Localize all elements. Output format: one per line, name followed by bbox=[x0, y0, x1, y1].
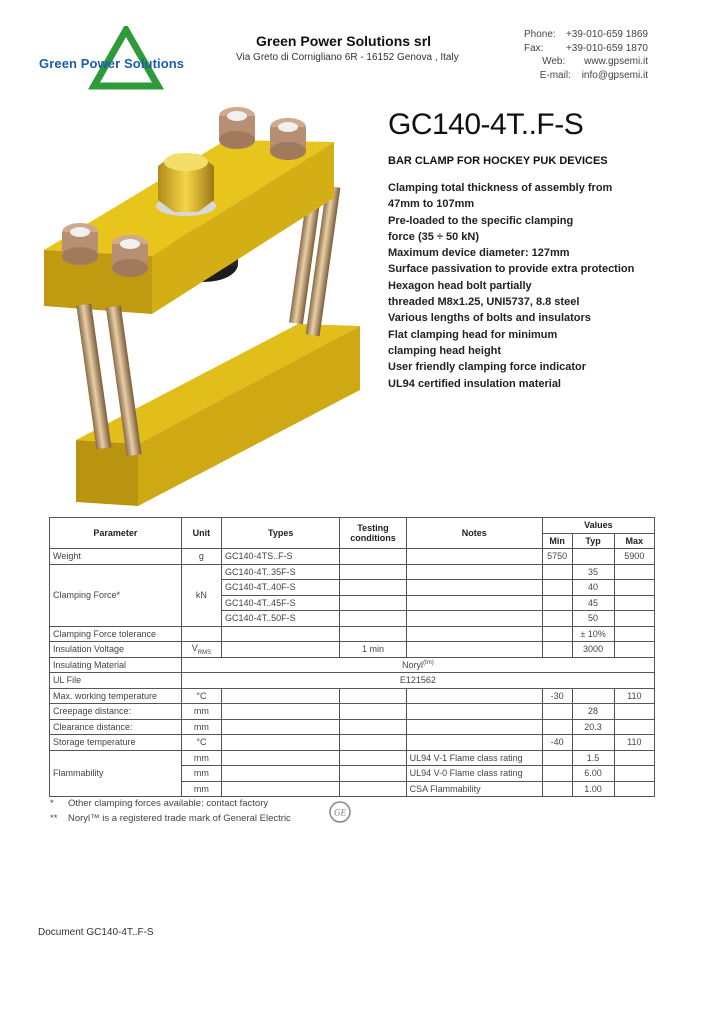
feature-item: threaded M8x1.25, UNI5737, 8.8 steel bbox=[388, 296, 580, 309]
table-row: Max. working temperature °C -30 110 bbox=[50, 688, 655, 704]
table-row: Storage temperature °C -40 110 bbox=[50, 735, 655, 751]
svg-text:GE: GE bbox=[334, 807, 346, 818]
header-types: Types bbox=[222, 518, 340, 549]
product-subtitle: BAR CLAMP FOR HOCKEY PUK DEVICES bbox=[388, 155, 608, 167]
table-row: Insulating Material Noryl$^{(tm)}$ bbox=[50, 657, 655, 673]
footnotes bbox=[50, 796, 291, 826]
feature-item: Surface passivation to provide extra protection bbox=[388, 263, 635, 276]
feature-item: Flat clamping head for minimum bbox=[388, 328, 558, 341]
header-values: Values bbox=[542, 518, 654, 534]
product-title: GC140-4T..F-S bbox=[388, 108, 584, 141]
table-row: Insulation Voltage $V_{RMS}$ 1 min 3000 bbox=[50, 642, 655, 658]
feature-item: Various lengths of bolts and insulators bbox=[388, 312, 591, 325]
footnote-2: ** Noryl™ is a registered trade mark of General Electric bbox=[50, 813, 291, 824]
header-testing: Testing conditions bbox=[340, 518, 406, 549]
spec-table bbox=[49, 517, 655, 797]
company-address: Via Greto di Cornigliano 6R - 16152 Genova , Italy bbox=[236, 52, 459, 63]
logo-text: Green Power Solutions bbox=[39, 56, 185, 71]
table-row: Clearance distance: mm 20.3 bbox=[50, 719, 655, 735]
contact-phone: Phone: +39-010-659 1869 bbox=[523, 29, 648, 40]
feature-item: force (35 ÷ 50 kN) bbox=[388, 230, 480, 243]
header-typ: Typ bbox=[572, 533, 614, 549]
table-header-row bbox=[50, 518, 655, 534]
table-row: mm CSA Flammability 1.00 bbox=[50, 781, 655, 797]
feature-item: Hexagon head bolt partially bbox=[388, 279, 532, 292]
feature-item: clamping head height bbox=[388, 344, 502, 357]
table-row: Flammability mm UL94 V-1 Flame class rating 1.5 bbox=[50, 750, 655, 766]
contact-block bbox=[524, 28, 648, 82]
table-row: Weight g GC140-4TS..F-S 5750 5900 bbox=[50, 549, 655, 565]
feature-item: UL94 certified insulation material bbox=[388, 377, 561, 390]
ge-logo-icon bbox=[329, 801, 351, 823]
table-row: GC140-4T..45F-S 45 bbox=[50, 595, 655, 611]
feature-item: Maximum device diameter: 127mm bbox=[388, 247, 570, 260]
feature-item: Pre-loaded to the specific clamping bbox=[388, 214, 574, 227]
table-row: Clamping Force tolerance ± 10% bbox=[50, 626, 655, 642]
table-row: mm UL94 V-0 Flame class rating 6.00 bbox=[50, 766, 655, 782]
feature-item: Clamping total thickness of assembly from bbox=[388, 182, 613, 194]
bar-clamp-image bbox=[36, 94, 382, 510]
feature-list bbox=[388, 180, 688, 392]
header-max: Max bbox=[614, 533, 654, 549]
feature-item: 47mm to 107mm bbox=[388, 198, 475, 211]
table-row: Creepage distance: mm 28 bbox=[50, 704, 655, 720]
feature-item: User friendly clamping force indicator bbox=[388, 361, 587, 374]
document-id: Document GC140-4T..F-S bbox=[38, 927, 154, 938]
table-row: GC140-4T..40F-S 40 bbox=[50, 580, 655, 596]
table-row: GC140-4T..50F-S 50 bbox=[50, 611, 655, 627]
table-row: Clamping Force* kN GC140-4T..35F-S 35 bbox=[50, 564, 655, 580]
header-min: Min bbox=[542, 533, 572, 549]
contact-fax: Fax: +39-010-659 1870 bbox=[523, 42, 648, 54]
header-parameter: Parameter bbox=[50, 518, 182, 549]
footnote-1: * Other clamping forces available: contact factory bbox=[50, 798, 269, 809]
header-unit: Unit bbox=[181, 518, 221, 549]
contact-email[interactable]: E-mail: info@gpsemi.it bbox=[539, 69, 648, 81]
table-row: UL File E121562 bbox=[50, 673, 655, 689]
company-name: Green Power Solutions srl bbox=[256, 33, 432, 49]
contact-web[interactable]: Web: www.gpsemi.it bbox=[542, 56, 648, 67]
header-notes: Notes bbox=[406, 518, 542, 549]
